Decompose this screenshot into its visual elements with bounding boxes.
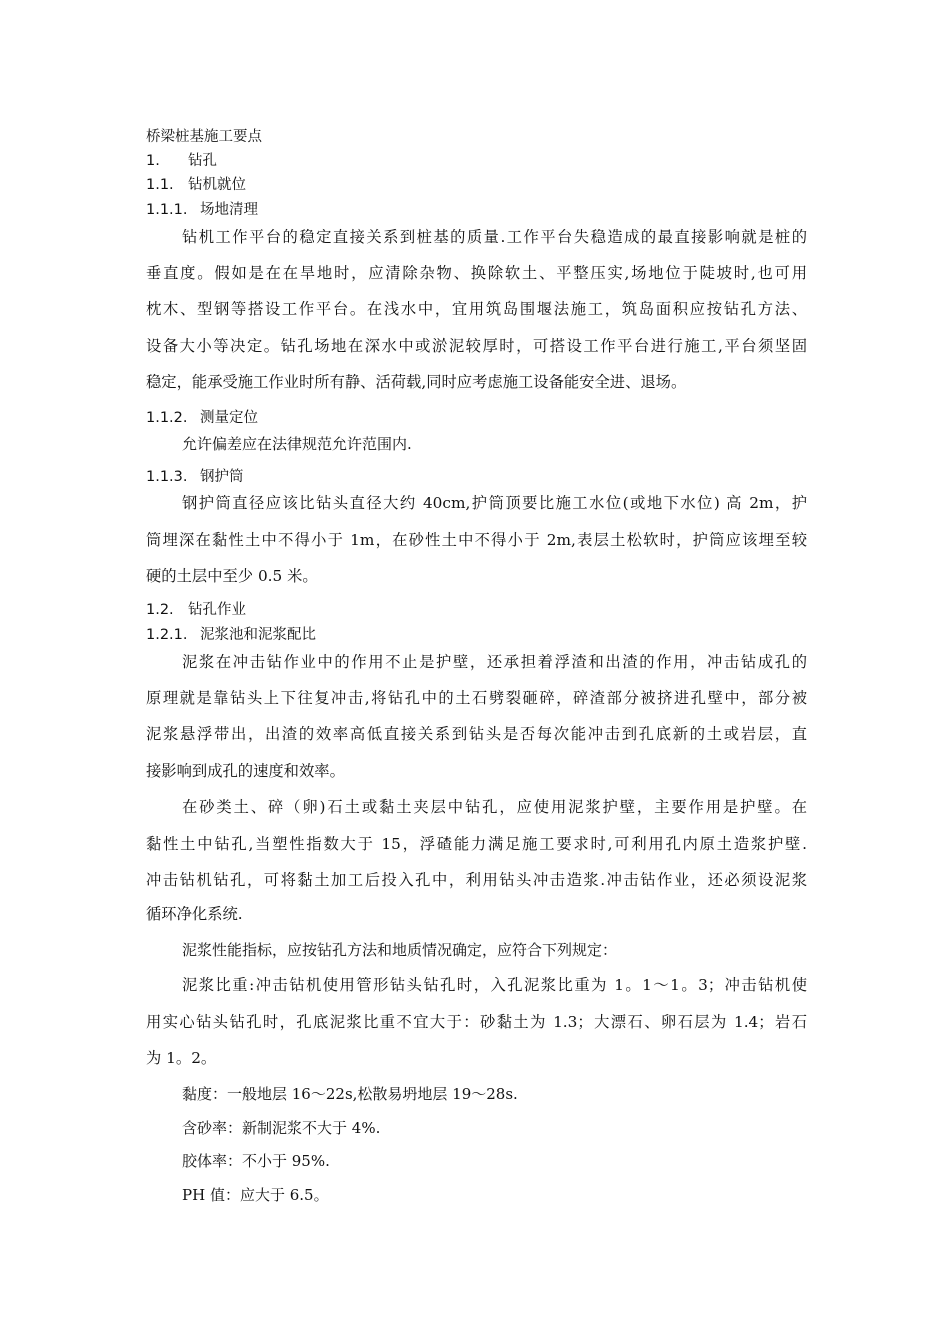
paragraph-line: 黏性土中钻孔,当塑性指数大于 15，浮碴能力满足施工要求时,可利用孔内原土造浆护壁.: [146, 835, 807, 853]
section-heading-1-2: [146, 600, 246, 620]
section-heading-1: [146, 151, 217, 171]
paragraph-line: 泥浆悬浮带出，出渣的效率高低直接关系到钻头是否每次能冲击到孔底新的土或岩层，直: [146, 725, 807, 743]
section-title: 钻机就位: [188, 177, 246, 193]
section-title: 钻孔作业: [188, 602, 246, 618]
section-number: 1.: [146, 153, 160, 169]
paragraph-line: 循环净化系统.: [146, 905, 243, 923]
section-heading-1-2-1: [146, 625, 316, 645]
section-heading-1-1: [146, 175, 246, 195]
indicator-sand-content: 含砂率：新制泥浆不大于 4%.: [182, 1119, 381, 1137]
paragraph-line: 钻机工作平台的稳定直接关系到桩基的质量.工作平台失稳造成的最直接影响就是桩的: [182, 228, 807, 246]
paragraph-line: 硬的土层中至少 0.5 米。: [146, 567, 318, 585]
section-title: 钢护筒: [200, 469, 244, 485]
paragraph-line: 钢护筒直径应该比钻头直径大约 40cm,护筒顶要比施工水位(或地下水位) 高 2m，护: [182, 494, 807, 512]
paragraph-line: 泥浆在冲击钻作业中的作用不止是护壁，还承担着浮渣和出渣的作用，冲击钻成孔的: [182, 653, 807, 671]
paragraph-line: 接影响到成孔的速度和效率。: [146, 762, 345, 780]
paragraph-line: 原理就是靠钻头上下往复冲击,将钻孔中的土石劈裂砸碎，碎渣部分被挤进孔壁中，部分被: [146, 689, 807, 707]
section-title: 测量定位: [200, 410, 258, 426]
section-heading-1-1-3: [146, 467, 244, 487]
indicator-viscosity: 黏度：一般地层 16～22s,松散易坍地层 19～28s.: [182, 1085, 518, 1103]
paragraph-line: 设备大小等决定。钻孔场地在深水中或淤泥较厚时，可搭设工作平台进行施工,平台须坚固: [146, 337, 807, 355]
section-heading-1-1-1: [146, 200, 258, 220]
section-heading-1-1-2: [146, 408, 258, 428]
paragraph-line: 允许偏差应在法律规范允许范围内.: [182, 435, 412, 453]
section-title: 场地清理: [200, 202, 258, 218]
paragraph-line: 枕木、型钢等搭设工作平台。在浅水中，宜用筑岛围堰法施工，筑岛面积应按钻孔方法、: [146, 300, 807, 318]
section-title: 泥浆池和泥浆配比: [200, 627, 316, 643]
paragraph-line: 泥浆性能指标，应按钻孔方法和地质情况确定，应符合下列规定：: [182, 941, 618, 959]
indicator-ph: PH 值：应大于 6.5。: [182, 1186, 329, 1204]
paragraph-line: 稳定，能承受施工作业时所有静、活荷载,同时应考虑施工设备能安全进、退场。: [146, 373, 687, 391]
paragraph-line: 泥浆比重:冲击钻机使用管形钻头钻孔时，入孔泥浆比重为 1。1～1。3；冲击钻机使: [182, 976, 807, 994]
paragraph-line: 为 1。2。: [146, 1049, 217, 1067]
indicator-colloid-rate: 胶体率：不小于 95%.: [182, 1152, 330, 1170]
paragraph-line: 垂直度。假如是在在旱地时，应清除杂物、换除软土、平整压实,场地位于陡坡时,也可用: [146, 264, 807, 282]
section-number: 1.1.2.: [146, 410, 188, 426]
paragraph-line: 筒埋深在黏性土中不得小于 1m，在砂性土中不得小于 2m,表层土松软时，护筒应该埋至较: [146, 531, 807, 549]
section-number: 1.1.1.: [146, 202, 188, 218]
section-number: 1.1.3.: [146, 469, 188, 485]
section-number: 1.2.: [146, 602, 174, 618]
paragraph-line: 冲击钻机钻孔，可将黏土加工后投入孔中，利用钻头冲击造浆.冲击钻作业，还必须设泥浆: [146, 871, 807, 889]
section-number: 1.1.: [146, 177, 174, 193]
section-title: 钻孔: [188, 153, 217, 169]
paragraph-line: 在砂类土、碎（卵)石土或黏土夹层中钻孔，应使用泥浆护壁，主要作用是护壁。在: [182, 798, 807, 816]
section-number: 1.2.1.: [146, 627, 188, 643]
document-title: 桥梁桩基施工要点: [146, 129, 262, 145]
paragraph-line: 用实心钻头钻孔时，孔底泥浆比重不宜大于：砂黏土为 1.3；大漂石、卵石层为 1.4；岩石: [146, 1013, 807, 1031]
